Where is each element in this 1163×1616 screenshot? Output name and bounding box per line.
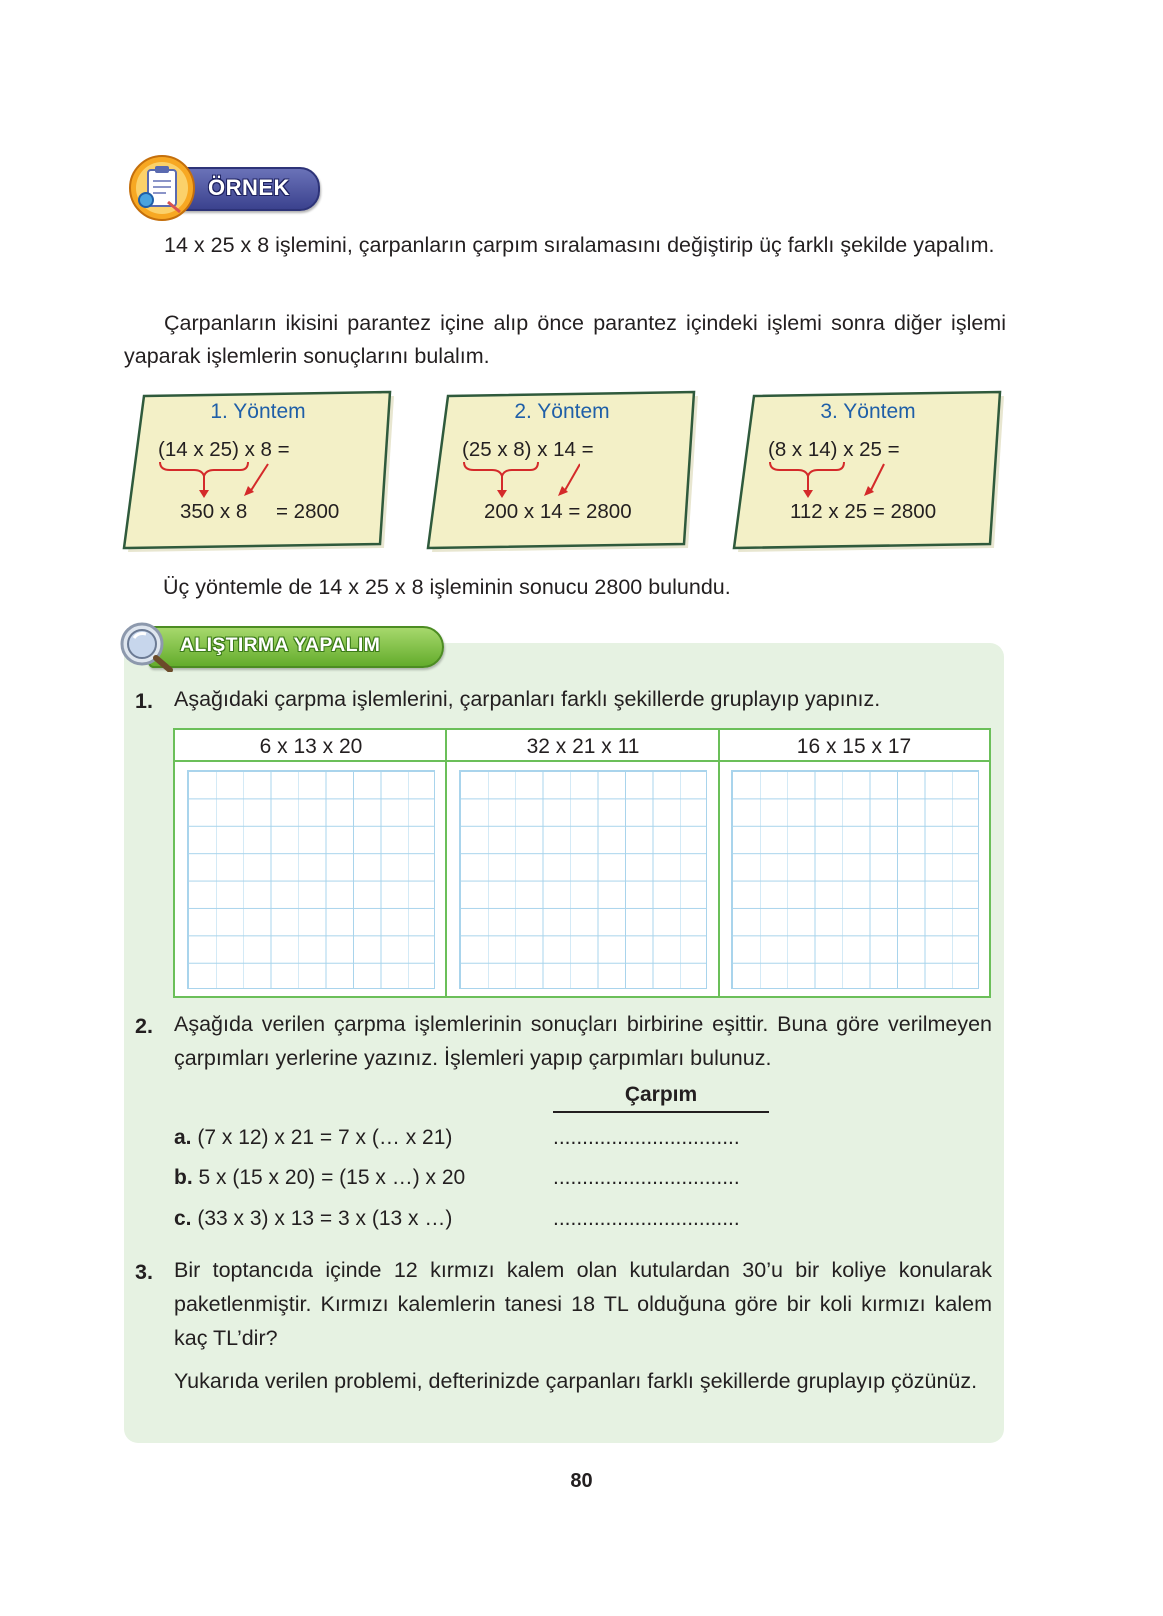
question-3-instruction: Yukarıda verilen problemi, defterinizde çarpanları farklı şekillerde gruplayıp çözünüz. — [174, 1369, 978, 1393]
question-2-text: Aşağıda verilen çarpma işlemlerinin sonuçları birbirine eşittir. Buna göre verilmeyen çarpımları yerlerine yazınız. İşlemleri yapıp çarpımları bulunuz. — [174, 1012, 992, 1070]
table-header: 16 x 15 x 17 — [719, 730, 989, 762]
exercise-badge — [118, 618, 448, 674]
exercise-label: ALIŞTIRMA YAPALIM — [180, 634, 381, 656]
method-group: (8 x 14) — [768, 438, 838, 461]
grouping-arrows — [156, 460, 276, 500]
method-group: (25 x 8) — [462, 438, 532, 461]
table-header: 32 x 21 x 11 — [447, 730, 719, 762]
method-expression — [462, 438, 594, 462]
grid-work-area[interactable] — [459, 770, 707, 989]
method-title: 3. Yöntem — [820, 400, 916, 423]
sub-question-label: b. — [174, 1166, 193, 1189]
question-1-text: Aşağıdaki çarpma işlemlerini, çarpanları farklı şekillerde gruplayıp yapınız. — [174, 687, 881, 711]
example-conclusion: Üç yöntemle de 14 x 25 x 8 işleminin sonucu 2800 bulundu. — [163, 575, 731, 599]
column-divider — [445, 730, 447, 996]
page-number: 80 — [570, 1470, 593, 1492]
method-title: 2. Yöntem — [514, 400, 610, 423]
grid-work-area[interactable] — [187, 770, 435, 989]
ornek-badge — [128, 154, 318, 226]
work-table — [173, 728, 991, 998]
method-result: 350 x 8 — [180, 500, 248, 523]
grid-work-area[interactable] — [731, 770, 979, 989]
clipboard-icon — [128, 154, 196, 222]
method-expression — [158, 438, 290, 462]
sub-question-label: c. — [174, 1207, 192, 1230]
method-title: 1. Yöntem — [210, 400, 306, 423]
magnifier-icon — [118, 620, 174, 672]
grouping-arrows — [460, 460, 580, 500]
product-column-header: Çarpım — [624, 1083, 698, 1106]
method-rest: x 14 = — [531, 438, 594, 461]
table-header: 6 x 13 x 20 — [175, 730, 447, 762]
method-rest: x 25 = — [837, 438, 900, 461]
answer-blank[interactable]: ................................ — [553, 1166, 740, 1189]
question-3-text: Bir toptancıda içinde 12 kırmızı kalem olan kutulardan 30’u bir koliye konularak paketlenmiştir. Kırmızı kalemlerin tanesi 18 TL olduğuna göre bir koli kırmızı kalem kaç TL’dir? — [174, 1258, 992, 1350]
sub-question-c — [174, 1207, 452, 1231]
method-card-3 — [728, 388, 1008, 558]
answer-blank[interactable]: ................................ — [553, 1126, 740, 1149]
question-2-number: 2. — [135, 1014, 153, 1038]
example-intro-2: Çarpanların ikisini parantez içine alıp önce parantez içindeki işlemi sonra diğer işlemi yaparak işlemlerin sonuçlarını bulalım. — [124, 311, 1006, 368]
question-3-number: 3. — [135, 1260, 153, 1284]
column-divider — [718, 730, 720, 996]
sub-question-label: a. — [174, 1126, 192, 1149]
example-intro-1: 14 x 25 x 8 işlemini, çarpanların çarpım sıralamasını değiştirip üç farklı şekilde yapalım. — [164, 233, 995, 257]
answer-blank[interactable]: ................................ — [553, 1207, 740, 1230]
method-card-1 — [118, 388, 398, 558]
sub-question-a — [174, 1126, 452, 1150]
ornek-label: ÖRNEK — [208, 175, 290, 200]
grouping-arrows — [766, 460, 886, 500]
sub-question-b — [174, 1166, 465, 1190]
method-rest: x 8 = — [238, 438, 290, 461]
question-1-number: 1. — [135, 689, 153, 713]
method-equals: = 2800 — [276, 500, 340, 523]
header-underline — [553, 1111, 769, 1113]
method-result: 112 x 25 = 2800 — [790, 500, 937, 523]
sub-question-expression: (33 x 3) x 13 = 3 x (13 x …) — [197, 1207, 453, 1230]
sub-question-expression: (7 x 12) x 21 = 7 x (… x 21) — [197, 1126, 453, 1149]
method-group: (14 x 25) — [158, 438, 239, 461]
sub-question-expression: 5 x (15 x 20) = (15 x …) x 20 — [198, 1166, 466, 1189]
method-card-2 — [422, 388, 702, 558]
method-result: 200 x 14 = 2800 — [484, 500, 632, 523]
method-expression — [768, 438, 900, 462]
